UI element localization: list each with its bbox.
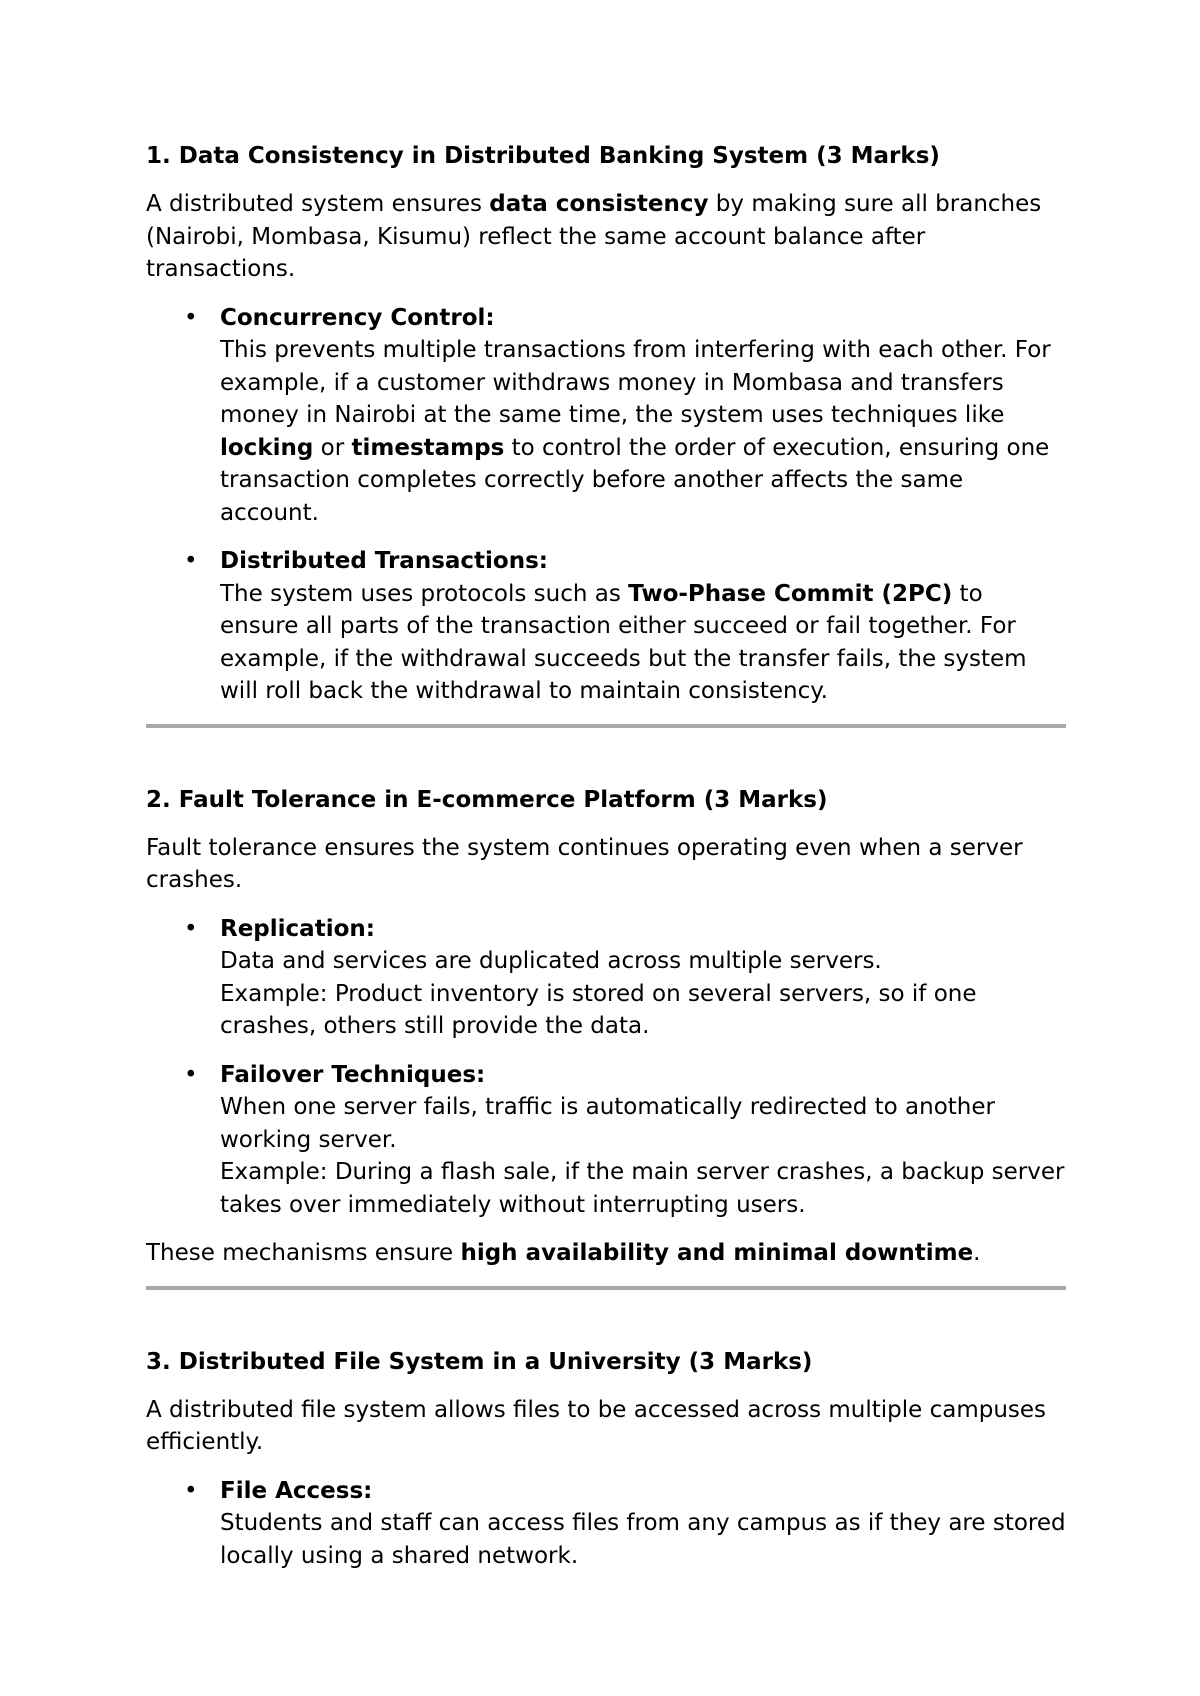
bullet-list (146, 913, 1066, 1222)
section-distributed-file-system (146, 1346, 1066, 1573)
section-heading: 2. Fault Tolerance in E-commerce Platform (3 Marks) (146, 786, 828, 813)
list-item: • File Access: Students and staff can access files from any campus as if they are stored locally using a shared network. (146, 1475, 1066, 1573)
list-item: • Failover Techniques: When one server fails, traffic is automatically redirected to another working server. Example: During a flash sale, if the main server crashes, a backup server takes over immediately without interrupting users. (146, 1059, 1066, 1222)
bullet-title: File Access: (220, 1477, 373, 1504)
list-item: • Distributed Transactions: The system uses protocols such as Two-Phase Commit (2PC) to ensure all parts of the transaction either succeed or fail together. For example, if the withdrawal succeeds but the transfer fails, the system will roll back the withdrawal to maintain consistency. (146, 545, 1066, 708)
section-divider (146, 1286, 1066, 1290)
section-intro: Fault tolerance ensures the system continues operating even when a server crashes. (146, 834, 1023, 893)
section-intro: A distributed system ensures data consistency by making sure all branches (Nairobi, Mombasa, Kisumu) reflect the same account balance after transactions. (146, 191, 1042, 282)
bullet-icon: • (184, 1477, 198, 1504)
bullet-icon: • (184, 915, 198, 942)
bullet-title: Replication: (220, 915, 375, 942)
bullet-title: Distributed Transactions: (220, 548, 548, 574)
section-fault-tolerance (146, 784, 1066, 1270)
section-divider (146, 724, 1066, 728)
list-item: • Concurrency Control: This prevents multiple transactions from interfering with each other. For example, if a customer withdraws money in Mombasa and transfers money in Nairobi at the same time, the system uses techniques like locking or timestamps to control the order of execution, ensuring one transaction completes correctly before another affects the same account. (146, 302, 1066, 530)
bullet-icon: • (184, 1061, 198, 1088)
bullet-list (146, 1475, 1066, 1573)
section-outro: These mechanisms ensure high availability and minimal downtime. (146, 1240, 981, 1266)
bullet-icon: • (184, 548, 198, 574)
bullet-icon: • (184, 304, 198, 331)
bullet-title: Concurrency Control: (220, 304, 495, 331)
list-item: • Replication: Data and services are duplicated across multiple servers. Example: Product inventory is stored on several servers, so if one crashes, others still provide the data. (146, 913, 1066, 1043)
document-content (146, 140, 1066, 1588)
bullet-title: Failover Techniques: (220, 1061, 486, 1088)
section-heading: 3. Distributed File System in a University (3 Marks) (146, 1348, 813, 1375)
section-data-consistency (146, 140, 1066, 708)
bullet-list (146, 302, 1066, 708)
section-heading: 1. Data Consistency in Distributed Banking System (3 Marks) (146, 143, 940, 169)
section-intro: A distributed file system allows files to be accessed across multiple campuses efficiently. (146, 1396, 1047, 1455)
